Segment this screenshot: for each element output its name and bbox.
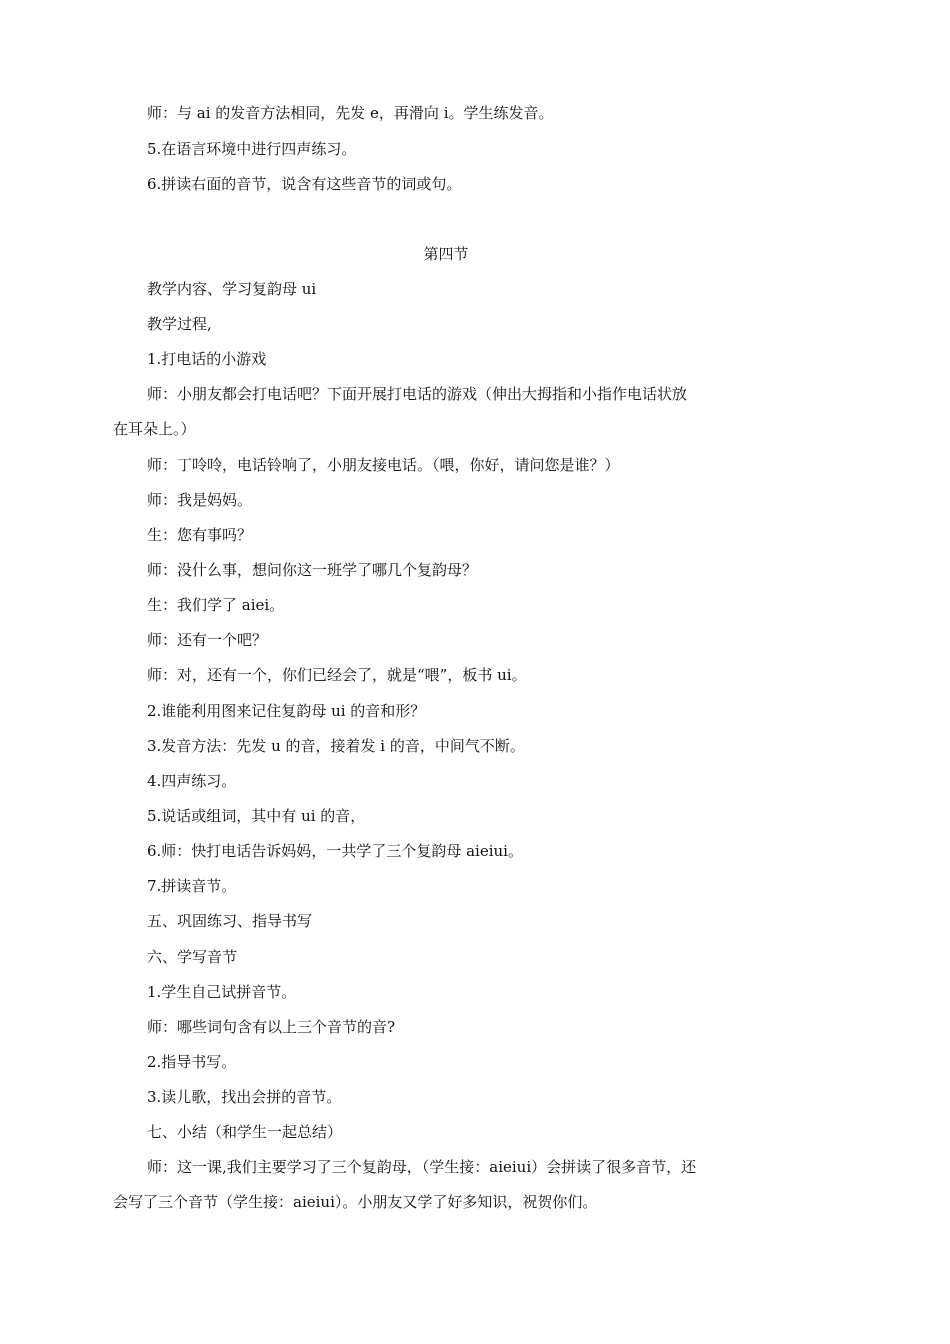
paragraph-line: 1.学生自己试拼音节。 — [147, 983, 297, 1001]
paragraph-line: 7.拼读音节。 — [147, 877, 237, 895]
paragraph-line: 师：丁呤呤，电话铃响了，小朋友接电话。（喂，你好，请问您是谁？） — [147, 456, 620, 474]
paragraph-line: 师：没什么事，想问你这一班学了哪几个复韵母？ — [147, 561, 478, 579]
paragraph-line: 5.在语言环境中进行四声练习。 — [147, 140, 357, 158]
paragraph-line: 3.发音方法：先发 u 的音，接着发 i 的音，中间气不断。 — [147, 737, 525, 755]
paragraph-line: 师：哪些词句含有以上三个音节的音? — [147, 1018, 396, 1036]
paragraph-line: 2.指导书写。 — [147, 1053, 237, 1071]
paragraph-line: 生：我们学了 aiei。 — [147, 596, 285, 614]
paragraph-line: 师：小朋友都会打电话吧？下面开展打电话的游戏（伸出大拇指和小指作电话状放 — [147, 385, 688, 403]
paragraph-line: 师：这一课,我们主要学习了三个复韵母，（学生接：aieiui）会拼读了很多音节，还 — [147, 1158, 697, 1176]
paragraph-line: 会写了三个音节（学生接：aieiui）。小朋友又学了好多知识，祝贺你们。 — [113, 1193, 598, 1211]
paragraph-line: 生：您有事吗？ — [147, 526, 253, 544]
paragraph-line: 在耳朵上。） — [113, 420, 196, 438]
paragraph-line: 七、小结（和学生一起总结） — [147, 1123, 343, 1141]
paragraph-line: 6.师：快打电话告诉妈妈，一共学了三个复韵母 aieiui。 — [147, 842, 523, 860]
paragraph-line: 1.打电话的小游戏 — [147, 350, 267, 368]
section-heading: 第四节 — [423, 245, 469, 263]
paragraph-line: 2.谁能利用图来记住复韵母 ui 的音和形？ — [147, 702, 426, 720]
paragraph-line: 6.拼读右面的音节，说含有这些音节的词或句。 — [147, 175, 462, 193]
paragraph-line: 师：还有一个吧？ — [147, 631, 268, 649]
paragraph-line: 3.读儿歌，找出会拼的音节。 — [147, 1088, 342, 1106]
paragraph-line: 师：我是妈妈。 — [147, 491, 253, 509]
paragraph-line: 师：对，还有一个，你们已经会了，就是“喂”，板书 ui。 — [147, 666, 527, 684]
paragraph-line: 教学内容、学习复韵母 ui — [147, 280, 317, 298]
paragraph-line: 五、巩固练习、指导书写 — [147, 912, 313, 930]
paragraph-line: 六、学写音节 — [147, 948, 238, 966]
paragraph-line: 4.四声练习。 — [147, 772, 237, 790]
paragraph-line: 师：与 ai 的发音方法相同，先发 e，再滑向 i。学生练发音。 — [147, 104, 554, 122]
paragraph-line: 5.说话或组词，其中有 ui 的音， — [147, 807, 366, 825]
paragraph-line: 教学过程, — [147, 315, 212, 333]
